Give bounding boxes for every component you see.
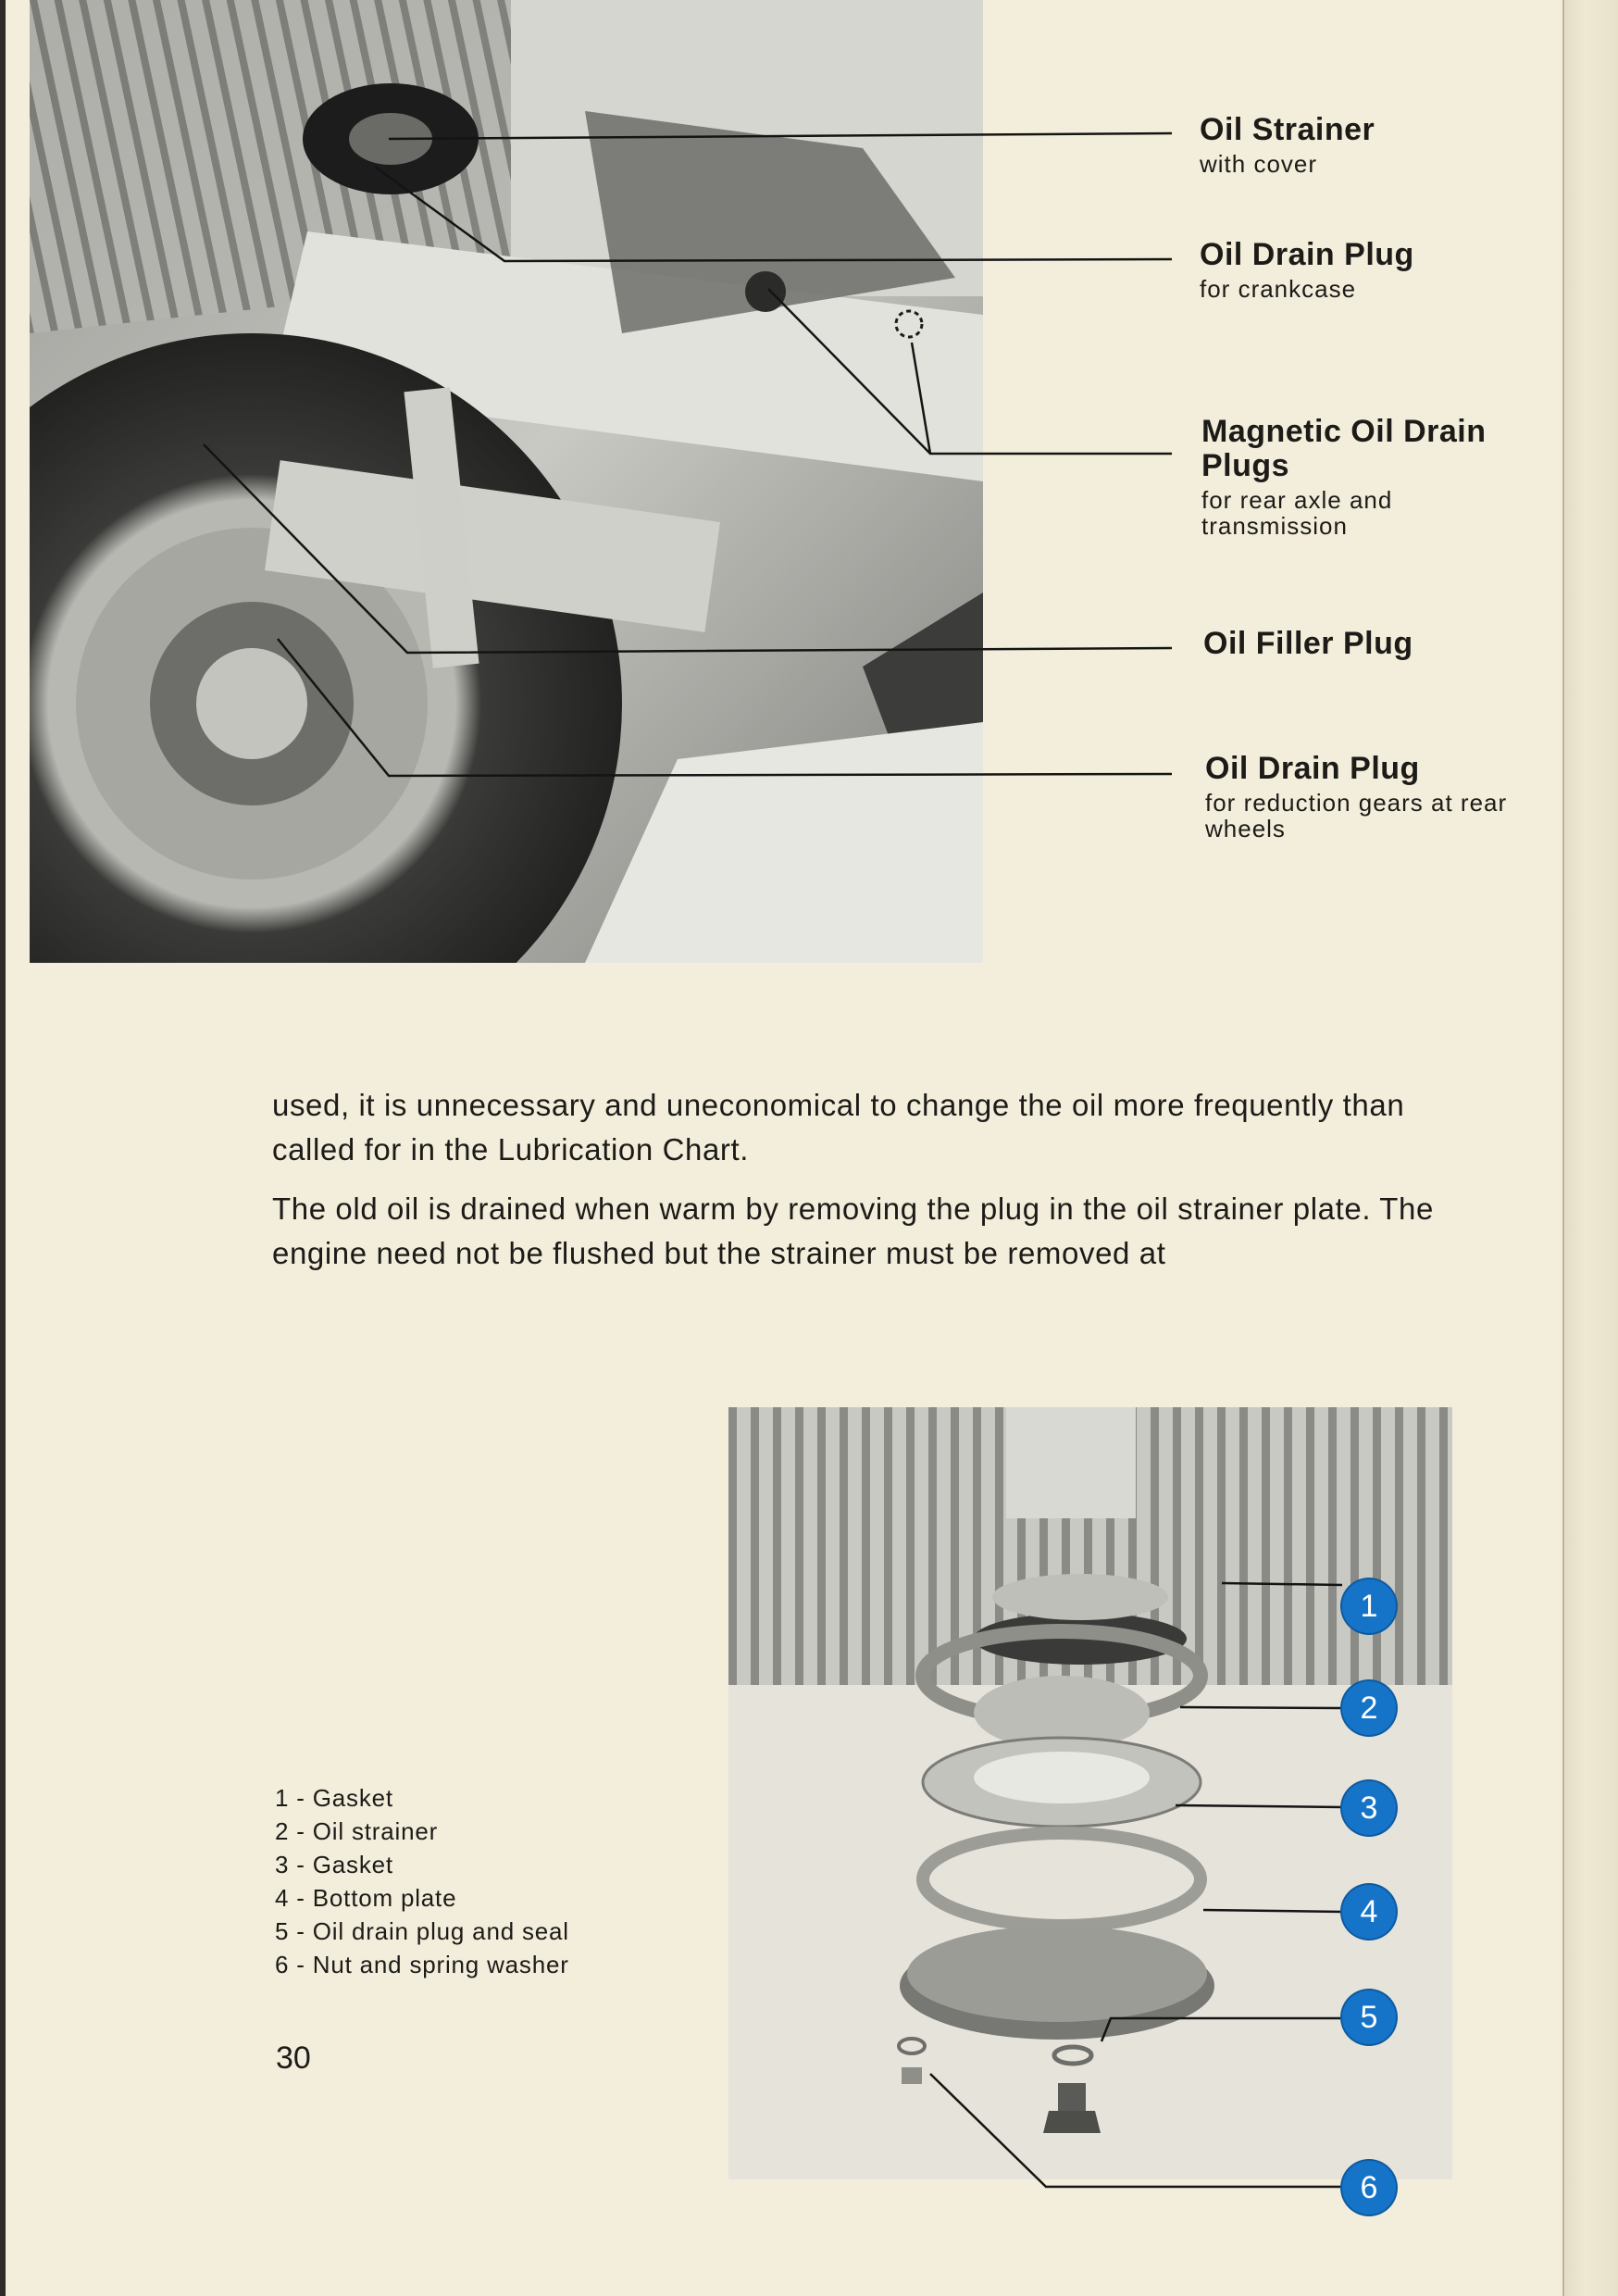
callout-badge-5: 5 (1342, 1990, 1396, 2044)
legend-item: 2 - Oil strainer (275, 1817, 439, 1845)
callout-subtitle: for reduction gears at rear wheels (1205, 789, 1508, 842)
callout-magnetic-oil-drain-plugs (1201, 415, 1507, 539)
callout-badge-4: 4 (1342, 1885, 1396, 1939)
callout-subtitle: for crankcase (1200, 275, 1357, 303)
callout-subtitle: with cover (1200, 150, 1318, 178)
callout-oil-drain-plug-reduction-gears (1205, 752, 1511, 842)
legend-item: 3 - Gasket (275, 1851, 393, 1878)
legend-item: 1 - Gasket (275, 1784, 393, 1812)
callout-badge-1: 1 (1342, 1579, 1396, 1633)
page-number: 30 (276, 2040, 311, 2076)
callout-title: Oil Strainer (1200, 112, 1375, 147)
body-paragraph-2: The old oil is drained when warm by removing the plug in the oil strainer plate. The engine need not be flushed but the strainer must be removed at (272, 1192, 1434, 1270)
callout-badge-2: 2 (1342, 1681, 1396, 1735)
legend-item: 5 - Oil drain plug and seal (275, 1917, 569, 1945)
callout-oil-strainer (1200, 113, 1505, 177)
callout-oil-filler-plug (1203, 627, 1509, 665)
callout-title: Oil Drain Plug (1200, 237, 1414, 272)
callout-title: Magnetic Oil Drain Plugs (1201, 414, 1487, 483)
callout-title: Oil Filler Plug (1203, 626, 1413, 661)
legend-item: 4 - Bottom plate (275, 1884, 457, 1912)
legend-item: 6 - Nut and spring washer (275, 1951, 569, 1978)
callout-oil-drain-plug-crankcase (1200, 238, 1505, 302)
parts-legend (275, 1781, 569, 1981)
callout-title: Oil Drain Plug (1205, 751, 1420, 786)
callout-badge-6: 6 (1342, 2161, 1396, 2215)
callout-badge-3: 3 (1342, 1781, 1396, 1835)
callout-subtitle: for rear axle and transmission (1201, 486, 1393, 540)
body-paragraph-1: used, it is unnecessary and uneconomical to change the oil more frequently than called for in the Lubrication Chart. (272, 1088, 1405, 1167)
